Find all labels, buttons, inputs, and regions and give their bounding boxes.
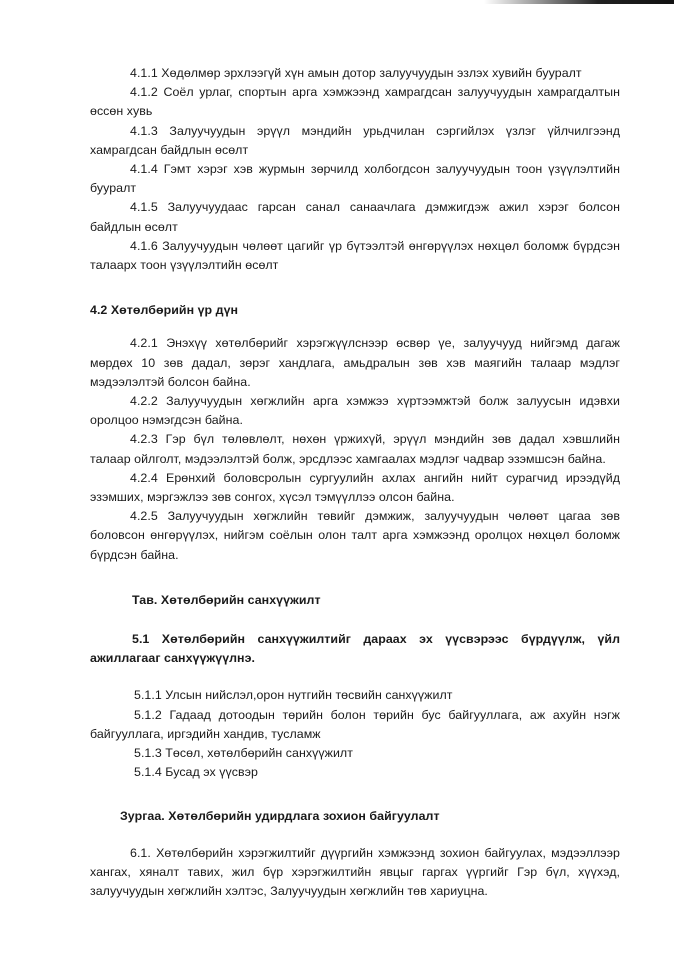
list-item-4-1-1: 4.1.1 Хөдөлмөр эрхлээгүй хүн амын дотор залуучуудын эзлэх хувийн бууралт <box>130 66 582 80</box>
section-5-1-list <box>90 686 620 782</box>
list-item-4-2-2: 4.2.2 Залуучуудын хөгжлийн арга хэмжээ хүртээмжтэй болж залуусын идэвхи оролцоо нэмэгдсэн байна. <box>90 394 620 428</box>
section-4-2-heading: 4.2 Хөтөлбөрийн үр дүн <box>90 303 239 318</box>
section-4-2-list <box>90 334 620 564</box>
list-item-4-2-4: 4.2.4 Ерөнхий боловсролын сургуулийн ахлах ангийн нийт сурагчид ирээдүйд эзэмших, мэргэжлээ зөв сонгох, хүсэл тэмүүллээ олсон байна. <box>90 470 620 505</box>
scan-edge-mark <box>484 0 674 4</box>
list-item-4-2-1: 4.2.1 Энэхүү хөтөлбөрийг хэрэгжүүлснээр өсвөр үе, залуучууд нийгэмд дагаж мөрдөх 10 зөв дадал, зөрэг хандлага, амьдралын зөв хэв маягийн талаар мэдлэг мэдээлэлтэй болсон байна. <box>90 336 620 389</box>
section-5-1-heading: 5.1 Хөтөлбөрийн санхүүжилтийг дараах эх үүсвэрээс бүрдүүлж, үйл ажиллагааг санхүүжүүлнэ. <box>90 632 620 666</box>
list-item-4-2-3: 4.2.3 Гэр бүл төлөвлөлт, нөхөн үржихүй, эрүүл мэндийн зөв дадал хэвшлийн талаар ойлголт, мэдээлэлтэй болж, эрсдлээс хамгаалах мэдлэг чадвар эзэмшсэн байна. <box>90 432 620 466</box>
list-item-5-1-2: 5.1.2 Гадаад дотоодын төрийн болон төрийн бус байгууллага, аж ахуйн нэгж байгууллага, иргэдийн хандив, тусламж <box>90 707 620 741</box>
list-item-5-1-1: 5.1.1 Улсын нийслэл,орон нутгийн төсвийн санхүүжилт <box>134 688 453 703</box>
document-page <box>90 64 620 901</box>
list-item-4-2-5: 4.2.5 Залуучуудын хөгжлийн төвийг дэмжиж, залуучуудын чөлөөт цагаа зөв боловсон өнгөрүүлэх, нийгэм соёлын олон талт арга хэмжээнд оролцох нөхцөл боломж бүрдсэн байна. <box>90 509 620 562</box>
list-item-4-1-6: 4.1.6 Залуучуудын чөлөөт цагийг үр бүтээлтэй өнгөрүүлэх нөхцөл боломж бүрдсэн талаарх тоон үзүүлэлтийн өсөлт <box>90 238 620 273</box>
list-item-5-1-4: 5.1.4 Бусад эх үүсвэр <box>134 765 258 780</box>
list-item-5-1-3: 5.1.3 Төсөл, хөтөлбөрийн санхүүжилт <box>134 746 353 761</box>
list-item-4-1-3: 4.1.3 Залуучуудын эрүүл мэндийн урьдчилан сэргийлэх үзлэг үйлчилгээнд хамрагдсан байдлын өсөлт <box>90 123 620 157</box>
section-4-1-list <box>90 64 620 275</box>
chapter-6-heading: Зургаа. Хөтөлбөрийн удирдлага зохион байгуулалт <box>120 808 440 823</box>
list-item-4-1-2: 4.1.2 Соёл урлаг, спортын арга хэмжээнд хамрагдсан залуучуудын хамрагдалтын өссөн хувь <box>90 85 620 119</box>
chapter-5-heading: Тав. Хөтөлбөрийн санхүүжилт <box>132 592 321 607</box>
list-item-4-1-4: 4.1.4 Гэмт хэрэг хэв журмын зөрчилд холбогдсон залуучуудын тоон үзүүлэлтийн бууралт <box>90 162 620 196</box>
paragraph-6-1: 6.1. Хөтөлбөрийн хэрэгжилтийг дүүргийн хэмжээнд зохион байгуулах, мэдээллээр хангах, хяналт тавих, жил бүр хэрэгжилтийн явцыг гаргах үүргийг Гэр бүл, хүүхэд, залуучуудын хөгжлийн хэлтэс, Залуучуудын хөгжлийн төв хариуцна. <box>90 845 620 899</box>
list-item-4-1-5: 4.1.5 Залуучуудаас гарсан санал санаачлага дэмжигдэж ажил хэрэг болсон байдлын өсөлт <box>90 200 620 234</box>
